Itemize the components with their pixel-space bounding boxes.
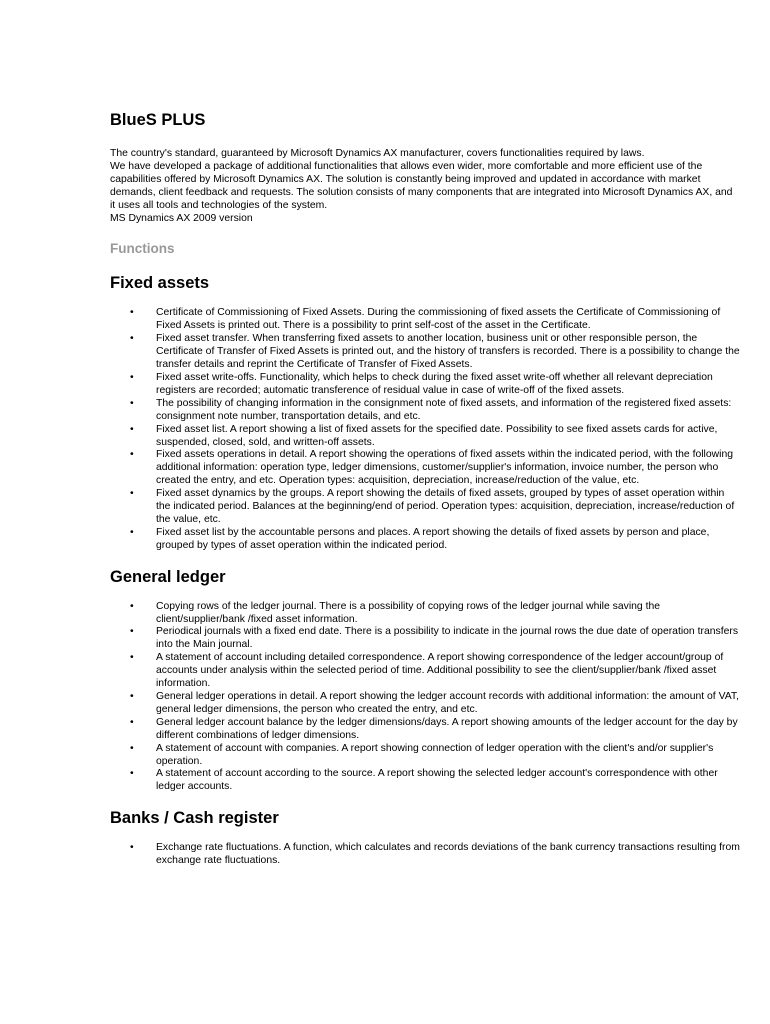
list-item xyxy=(110,527,740,553)
list-item-text: Copying rows of the ledger journal. There is a possibility of copying rows of the ledger journal while saving the client/supplier/bank /fixed asset information. xyxy=(156,600,661,625)
functions-heading: Functions xyxy=(110,241,175,257)
list-item-text: The possibility of changing information in the consignment note of fixed assets, and information of the registered fixed assets: consignment note number, transportation details, and etc. xyxy=(156,397,732,422)
bullet-icon: • xyxy=(130,842,134,854)
list-item-text: General ledger account balance by the ledger dimensions/days. A report showing amounts of the ledger account for the day by different combinations of ledger dimensions. xyxy=(156,716,738,741)
list-item xyxy=(110,768,740,794)
list-item xyxy=(110,601,740,627)
intro-line: The country's standard, guaranteed by Microsoft Dynamics AX manufacturer, covers functionalities required by laws. xyxy=(110,148,645,159)
bullet-icon: • xyxy=(130,371,134,383)
list-item-text: Fixed asset write-offs. Functionality, which helps to check during the fixed asset write-off whether all relevant depreciation registers are recorded; automatic transference of residual value in case of write-off of the fixed assets. xyxy=(156,371,713,396)
document-title: BlueS PLUS xyxy=(110,111,206,129)
document-page xyxy=(110,110,740,868)
list-item xyxy=(110,691,740,717)
bullet-icon: • xyxy=(130,449,134,461)
bullet-icon: • xyxy=(130,423,134,435)
banks-cash-list xyxy=(110,842,740,868)
list-item xyxy=(110,743,740,769)
banks-cash-heading: Banks / Cash register xyxy=(110,809,279,828)
list-item xyxy=(110,424,740,450)
bullet-icon: • xyxy=(130,626,134,638)
bullet-icon: • xyxy=(130,742,134,754)
bullet-icon: • xyxy=(130,333,134,345)
bullet-icon: • xyxy=(130,768,134,780)
intro-line: We have developed a package of additional functionalities that allows even wider, more comfortable and more efficient use of the capabilities offered by Microsoft Dynamics AX. The solution is constantly being improved and updated in accordance with market demands, client feedback and requests. The solution consists of many components that are integrated into Microsoft Dynamics AX, and it uses all tools and technologies of the system. xyxy=(110,160,733,211)
list-item-text: Periodical journals with a fixed end date. There is a possibility to indicate in the journal rows the due date of operation transfers into the Main journal. xyxy=(156,626,739,651)
bullet-icon: • xyxy=(130,691,134,702)
bullet-icon: • xyxy=(130,397,134,409)
bullet-icon: • xyxy=(130,307,134,319)
list-item-text: Exchange rate fluctuations. A function, which calculates and records deviations of the bank currency transactions resulting from exchange rate fluctuations. xyxy=(156,842,740,867)
list-item-text: A statement of account with companies. A report showing connection of ledger operation with the client's and/or supplier's operation. xyxy=(156,742,714,767)
general-ledger-list xyxy=(110,601,740,795)
bullet-icon: • xyxy=(130,526,134,538)
list-item xyxy=(110,488,740,527)
list-item-text: A statement of account including detailed correspondence. A report showing correspondence of the ledger account/group of accounts under analysis within the selected period of time. Additional possibility to see the client/supplier/bank /fixed asset information. xyxy=(156,652,724,690)
list-item-text: Fixed asset dynamics by the groups. A report showing the details of fixed assets, grouped by types of asset operation within the indicated period. Balances at the beginning/end of period. Operation types: acquisition, depreciation, increase/reduction of the value, etc. xyxy=(156,488,735,525)
bullet-icon: • xyxy=(130,652,134,664)
fixed-assets-heading: Fixed assets xyxy=(110,274,210,293)
list-item-text: General ledger operations in detail. A report showing the ledger account records with additional information: the amount of VAT, general ledger dimensions, the person who created the entry, and etc. xyxy=(156,691,739,715)
general-ledger-heading: General ledger xyxy=(110,567,226,586)
list-item xyxy=(110,398,740,424)
list-item-text: A statement of account according to the source. A report showing the selected ledger account's correspondence with other ledger accounts. xyxy=(156,768,718,793)
list-item xyxy=(110,717,740,743)
list-item-text: Certificate of Commissioning of Fixed Assets. During the commissioning of fixed assets the Certificate of Commissioning of Fixed Assets is printed out. There is a possibility to print self-cost of the asset in the Certificate. xyxy=(156,307,721,332)
list-item xyxy=(110,449,740,488)
bullet-icon: • xyxy=(130,716,134,728)
fixed-assets-list xyxy=(110,307,740,552)
bullet-icon: • xyxy=(130,488,134,500)
list-item-text: Fixed asset transfer. When transferring fixed assets to another location, business unit or other responsible person, the Certificate of Transfer of Fixed Assets is printed out, and the history of transfers is recorded. There is a possibility to change the transfer details and reprint the Certificate of Transfer of Fixed Assets. xyxy=(156,333,740,371)
list-item-text: Fixed asset list by the accountable persons and places. A report showing the details of fixed assets by person and place, grouped by types of asset operation within the indicated period. xyxy=(156,526,710,551)
list-item-text: Fixed assets operations in detail. A report showing the operations of fixed assets within the indicated period, with the following additional information: operation type, ledger dimensions, customer/supplier's information, invoice number, the person who created the entry, and etc. Operation types: acquisition, depreciation, increase/reduction of the value, etc. xyxy=(156,449,734,487)
intro-paragraph xyxy=(110,148,740,225)
list-item xyxy=(110,307,740,333)
list-item xyxy=(110,842,740,868)
list-item xyxy=(110,372,740,398)
bullet-icon: • xyxy=(130,600,134,612)
list-item-text: Fixed asset list. A report showing a list of fixed assets for the specified date. Possibility to see fixed assets cards for active, suspended, closed, sold, and written-off assets. xyxy=(156,423,718,448)
list-item xyxy=(110,333,740,372)
list-item xyxy=(110,652,740,691)
list-item xyxy=(110,626,740,652)
intro-line: MS Dynamics AX 2009 version xyxy=(110,212,253,224)
